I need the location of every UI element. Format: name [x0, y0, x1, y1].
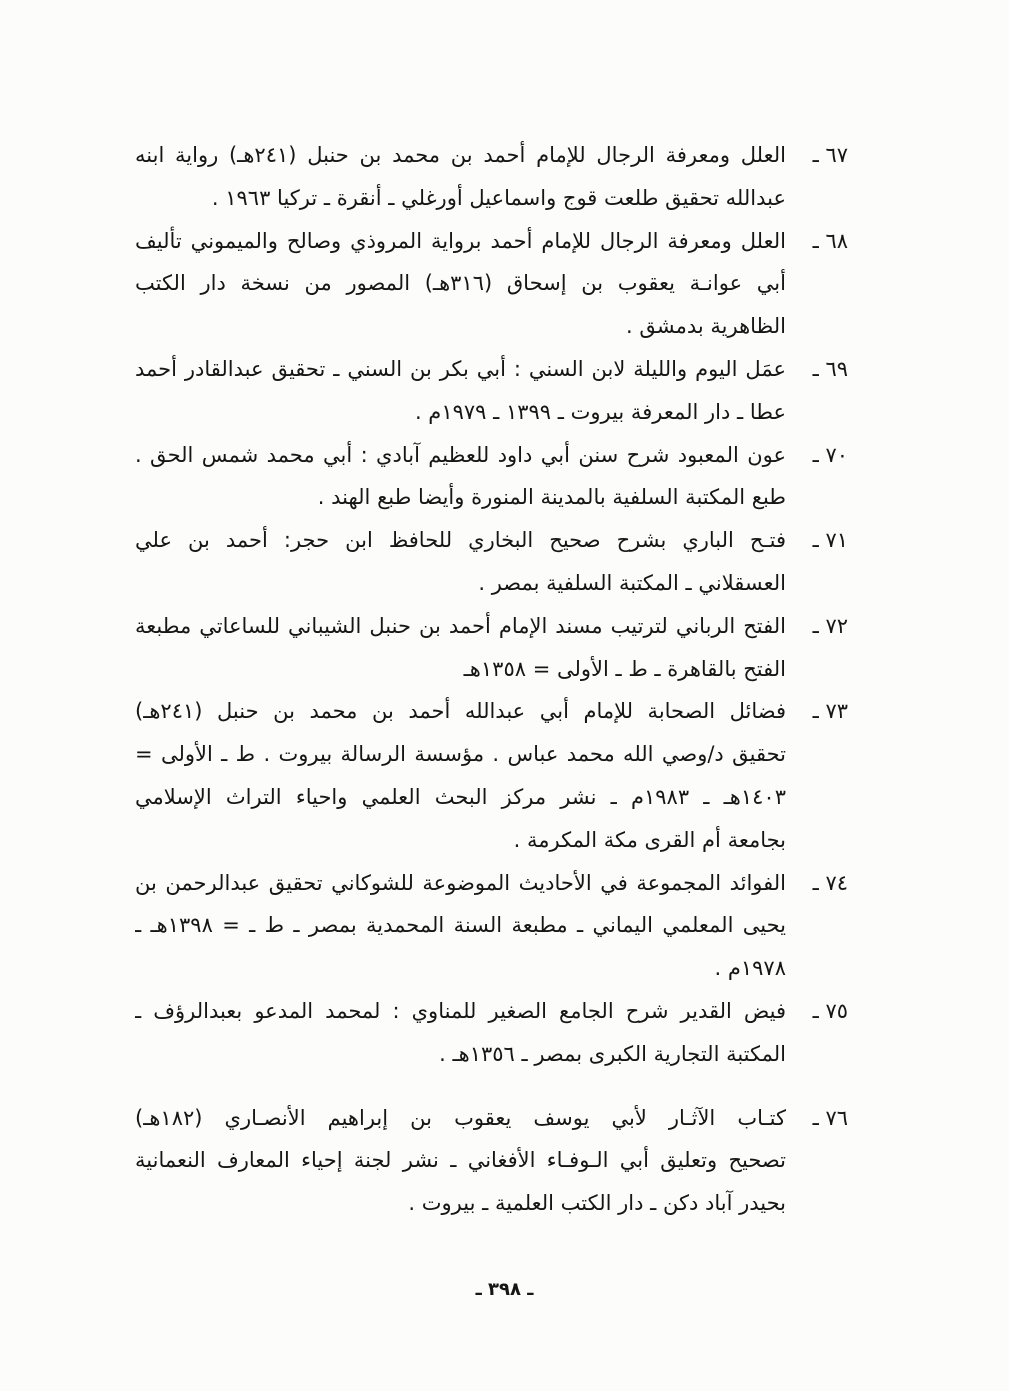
- entry-line: العسقلاني ـ المكتبة السلفية بمصر .: [478, 570, 786, 595]
- entry-text: [135, 862, 786, 990]
- entry-line: فيض القدير شرح الجامع الصغير للمناوي : لمحمد المدعو بعبدالرؤف ـ: [135, 998, 786, 1023]
- entry-text: [135, 1097, 786, 1225]
- entry-number: ٧١ ـ: [812, 528, 848, 553]
- entry-line: المكتبة التجارية الكبرى بمصر ـ ١٣٥٦هـ .: [439, 1041, 786, 1066]
- entry-line: تحقيق د/وصي الله محمد عباس . مؤسسة الرسالة بيروت . ط ـ الأولى =: [135, 742, 786, 767]
- entry-number: ٦٧ ـ: [812, 143, 848, 167]
- entry-text: [135, 434, 786, 520]
- entry-line: كتـاب الآثـار لأبي يوسف يعقوب بن إبراهيم الأنصـاري (١٨٢هـ): [135, 1105, 786, 1130]
- entry-line: ١٤٠٣هـ ـ ١٩٨٣م ـ نشر مركز البحث العلمي واحياء التراث الإسلامي: [135, 784, 786, 809]
- bibliography-entry: [135, 220, 848, 348]
- bibliography-entry: [135, 990, 848, 1076]
- entry-text: [135, 348, 786, 434]
- entry-text: [135, 134, 786, 220]
- entry-number: ٧٦ ـ: [812, 1105, 848, 1130]
- entry-line: بجامعة أم القرى مكة المكرمة .: [513, 827, 786, 852]
- entry-line: تصحيح وتعليق أبي الـوفـاء الأفغاني ـ نشر لجنة إحياء المعارف النعمانية: [135, 1148, 786, 1173]
- bibliography-entry: [135, 690, 848, 861]
- entry-line: فضائل الصحابة للإمام أبي عبدالله أحمد بن محمد بن حنبل (٢٤١هـ): [135, 699, 786, 724]
- entry-line: الفوائد المجموعة في الأحاديث الموضوعة للشوكاني تحقيق عبدالرحمن بن: [135, 870, 786, 895]
- entry-line: الظاهرية بدمشق .: [625, 314, 786, 339]
- entry-number: ٧٣ ـ: [812, 699, 848, 724]
- entry-line: العلل ومعرفة الرجال للإمام أحمد برواية المروذي وصالح والميموني تأليف: [135, 228, 786, 253]
- entry-line: أبي عوانـة يعقوب بن إسحاق (٣١٦هـ) المصور من نسخة دار الكتب: [135, 271, 786, 296]
- bibliography-entry: [135, 519, 848, 605]
- bibliography-entry: [135, 605, 848, 691]
- entry-text: [135, 519, 786, 605]
- entry-number: ٧٤ ـ: [812, 870, 848, 895]
- entry-line: فتـح الباري بشرح صحيح البخاري للحافظ ابن حجر: أحمد بن علي: [135, 528, 786, 553]
- entry-number: ٧٥ ـ: [812, 998, 848, 1023]
- bibliography-entry: [135, 862, 848, 990]
- entry-text: [135, 990, 786, 1076]
- entry-line: عبدالله تحقيق طلعت قوج واسماعيل أورغلي ـ أنقرة ـ تركيا ١٩٦٣ .: [211, 185, 786, 210]
- entry-line: يحيى المعلمي اليماني ـ مطبعة السنة المحمدية بمصر ـ ط ـ = ١٣٩٨هـ ـ: [135, 913, 786, 938]
- bibliography-entry: [135, 434, 848, 520]
- entry-number: ٦٨ ـ: [812, 228, 848, 253]
- bibliography-entry: [135, 134, 848, 220]
- entry-text: [135, 605, 786, 691]
- entry-text: [135, 690, 786, 861]
- entry-line: عمَل اليوم والليلة لابن السني : أبي بكر بن السني ـ تحقيق عبدالقادر أحمد: [135, 356, 786, 381]
- entry-line: ١٩٧٨م .: [714, 956, 786, 981]
- bibliography-entry: [135, 348, 848, 434]
- bibliography-entry: [135, 1097, 848, 1225]
- entry-line: طبع المكتبة السلفية بالمدينة المنورة وأيضا طبع الهند .: [317, 485, 786, 510]
- entry-number: ٧٢ ـ: [812, 613, 848, 638]
- entry-line: بحيدر آباد دكن ـ دار الكتب العلمية ـ بيروت .: [408, 1191, 786, 1216]
- entry-line: عطا ـ دار المعرفة بيروت ـ ١٣٩٩ ـ ١٩٧٩م .: [414, 399, 786, 424]
- bibliography-list: [135, 134, 848, 1225]
- entry-number: ٧٠ ـ: [812, 442, 848, 467]
- entry-text: [135, 220, 786, 348]
- page-number: ـ ٣٩٨ ـ: [475, 1279, 534, 1300]
- entry-line: عون المعبود شرح سنن أبي داود للعظيم آبادي : أبي محمد شمس الحق .: [135, 442, 786, 467]
- entry-number: ٦٩ ـ: [812, 356, 848, 381]
- entry-line: الفتح بالقاهرة ـ ط ـ الأولى = ١٣٥٨هـ: [463, 656, 786, 681]
- entry-line: الفتح الرباني لترتيب مسند الإمام أحمد بن حنبل الشيباني للساعاتي مطبعة: [135, 613, 786, 638]
- entry-line: العلل ومعرفة الرجال للإمام أحمد بن محمد بن حنبل (٢٤١هـ) رواية ابنه: [135, 143, 786, 167]
